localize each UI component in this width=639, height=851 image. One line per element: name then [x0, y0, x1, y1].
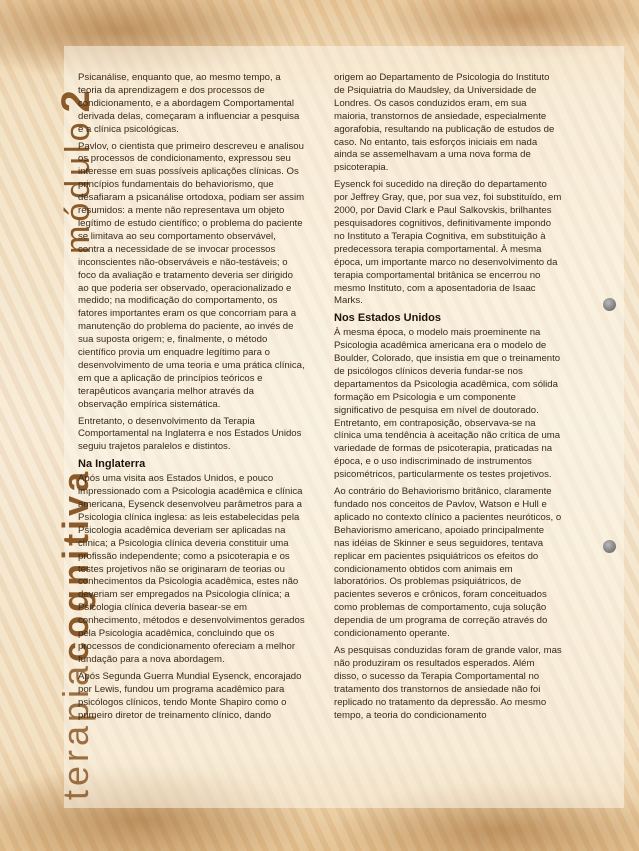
section-heading-estados-unidos: Nos Estados Unidos — [334, 312, 441, 325]
section-heading-inglaterra: Na Inglaterra — [78, 458, 146, 471]
paragraph: Ao contrário do Behaviorismo britânico, claramente fundado nos conceitos de Pavlov, Watson e Hull e aplicado no contexto clínico a pacientes neuróticos, o Behaviorismo americano, apoiado principalmente nas idéias de Skinner e seus seguidores, tentava replicar em pacientes psiquiátricos os efeitos do condicionamento obtidos com animais em laboratórios. Os problemas psiquiátricos, de pacientes severos e crônicos, foram conceituados como problemas de comportamento, cuja solução dependia de um programa de correção através do condicionamento operante. — [334, 486, 562, 640]
paragraph: À mesma época, o modelo mais proeminente na Psicologia acadêmica americana era o modelo de Boulder, Colorado, que insistia em que o treinamento de psicólogos clínicos deveria fundar-se nos departamentos da Psicologia acadêmica, com sólida formação em Psicologia e um componente significativo de pesquisa em nível de doutorado. Entretanto, em contraposição, observava-se na clínica uma tendência à aceitação não crítica de uma variedade de formas de psicoterapia, praticadas na época, e o uso indiscriminado de instrumentos psicométricos, particularmente os testes projetivos. — [334, 327, 561, 481]
side-title — [8, 0, 98, 851]
title-light: terapia — [55, 661, 96, 800]
paragraph: origem ao Departamento de Psicologia do Instituto de Psiquiatria do Maudsley, da Universidade de Londres. Os casos conduzidos eram, em sua maioria, transtornos de ansiedade, especialmente agorafobia, resultando na publicação de estudos de caso. No entanto, tais esforços iniciais em nada ainda se assemelhavam a uma nova forma de psicoterapia. — [334, 72, 555, 174]
paragraph: Pavlov, o cientista que primeiro descreveu e analisou os processos de condicionamento, expressou seu interesse em suas possíveis aplicações clínicas. Os princípios fundamentais do behaviorismo, que desafiaram a psicanálise ortodoxa, podiam ser assim resumidos: a mente não representava um objeto legítimo de estudo científico; o problema do paciente se limitava ao seu comportamento observável, contra a necessidade de se invocar processos inconscientes não-observáveis e não-testáveis; o foco da avaliação e tratamento deveria ser dirigido ao que poderia ser observado, operacionalizado e medido; na modificação do comportamento, os fatores importantes eram os que concorriam para a manutenção do problema do paciente, ao invés de sua suposta origem; e, finalmente, o método científico provia um enquadre legítimo para o desenvolvimento de uma teoria e uma prática clínica, em que a aplicação de princípios teóricos e terapêuticos avançaria melhor através da observação empírica sistemática. — [78, 140, 305, 410]
paragraph: Após Segunda Guerra Mundial Eysenck, encorajado por Lewis, fundou um programa acadêmico para psicólogos clínicos, tendo Monte Shapiro como o primeiro diretor de treinamento clínico, dando — [78, 670, 302, 721]
title-bold: cognitiva — [55, 467, 96, 662]
paragraph: Entretanto, o desenvolvimento da Terapia Comportamental na Inglaterra e nos Estados Unidos seguiu trajetos paralelos e distintos. — [78, 415, 302, 453]
module-number: 2 — [54, 90, 98, 113]
gray-circle-bullet-icon — [603, 540, 616, 553]
paragraph: Eysenck foi sucedido na direção do departamento por Jeffrey Gray, que, por sua vez, foi substituído, em 2000, por David Clark e Paul Salkovskis, brilhantes pesquisadores cognitivos, definitivamente impondo no Instituto a Terapia Cognitiva, em substituição à predecessora terapia comportamental. À mesma época, um importante marco no desenvolvimento da terapia comportamental britânica se encerrou no mesmo Instituto, com a aposentadoria de Isaac Marks. — [334, 179, 562, 307]
gray-circle-bullet-icon — [603, 298, 616, 311]
paragraph: Após uma visita aos Estados Unidos, e pouco impressionado com a Psicologia acadêmica e clínica americana, Eysenck desenvolveu parâmetros para a Psicologia clínica inglesa: as leis estabelecidas pela Psicologia acadêmica deveriam ser aplicadas na clínica; a Psicologia clínica deveria constituir uma profissão independente; como a psicoterapia e os testes projetivos não se originaram de teorias ou conhecimentos da Psicologia acadêmica, estes não deveriam ser empregados na Psicologia clínica; a Psicologia clínica deveria basear-se em conhecimento, métodos e desenvolvimentos gerados pela Psicologia acadêmica, concluindo que os processos de condicionamento ofereciam a melhor fundação para a nova abordagem. — [78, 473, 305, 665]
left-column — [78, 72, 305, 726]
module-word: módulo — [59, 118, 97, 254]
paragraph: Psicanálise, enquanto que, ao mesmo tempo, a teoria da aprendizagem e dos processos de condicionamento, e a abordagem Comportamental derivada delas, começaram a influenciar a pesquisa e a clínica psicológicas. — [78, 72, 300, 135]
paragraph: As pesquisas conduzidas foram de grande valor, mas não produziram os resultados esperados. Além disso, o sucesso da Terapia Comportamental no tratamento dos transtornos de ansiedade não foi replicado no tratamento da depressão. Ao mesmo tempo, a teoria do condicionamento — [334, 644, 562, 721]
right-column — [334, 72, 562, 726]
